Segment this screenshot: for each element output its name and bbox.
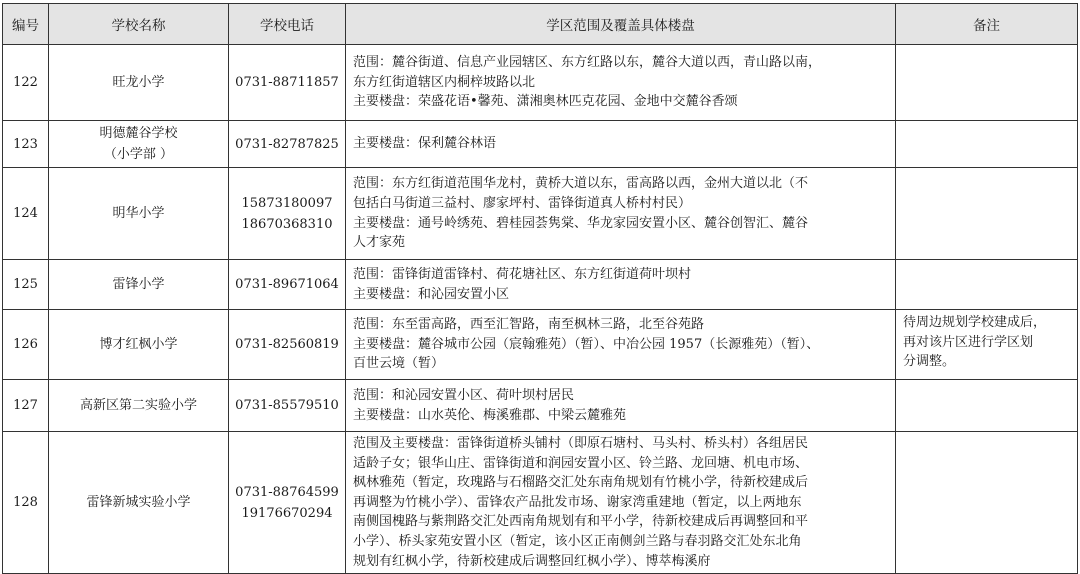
- cell-district-scope: [346, 168, 896, 260]
- cell-district-scope: [346, 121, 896, 168]
- note-line: 待周边规划学校建成后，: [903, 315, 1047, 330]
- cell-note: [896, 432, 1078, 574]
- scope-line: 规划有红枫小学，待新校建成后调整回红枫小学）、博萃梅溪府: [353, 553, 711, 569]
- scope-line: 范围及主要楼盘：雷锋街道桥头铺村（即原石塘村、马头村、桥头村）各组居民: [353, 436, 809, 451]
- phone-line: 18670368310: [241, 216, 333, 232]
- school-name-line: 明德麓谷学校: [99, 126, 178, 141]
- phone-line: 0731-85579510: [235, 398, 339, 413]
- cell-note: [896, 168, 1078, 260]
- table-body: [3, 45, 1078, 574]
- note-line: 分调整。: [903, 354, 956, 370]
- scope-line: 主要楼盘：和沁园安置小区: [353, 286, 510, 302]
- phone-line: 0731-82560819: [235, 337, 339, 352]
- note-line: 再对该片区进行学区划: [903, 334, 1034, 350]
- cell-school-phone: [229, 380, 346, 432]
- cell-number: 123: [3, 121, 49, 168]
- cell-school-phone: [229, 45, 346, 121]
- cell-district-scope: [346, 310, 896, 380]
- scope-line: 范围：和沁园安置小区、荷叶坝村居民: [353, 387, 575, 403]
- cell-school-name: [49, 380, 229, 432]
- cell-school-phone: [229, 310, 346, 380]
- cell-note: [896, 121, 1078, 168]
- phone-line: 0731-82787825: [235, 136, 339, 152]
- school-name-line: 雷锋小学: [112, 277, 165, 292]
- cell-school-phone: [229, 168, 346, 260]
- scope-line: 南侧国槐路与紫荆路交汇处西南角规划有和平小学，待新校建成后再调整回和平: [353, 514, 809, 530]
- scope-line: 再调整为竹桃小学）、雷锋农产品批发市场、谢家湾重建地（暂定，以上两地东: [353, 494, 802, 510]
- school-name-line: 明华小学: [112, 206, 165, 221]
- scope-line: 范围：麓谷街道、信息产业园辖区、东方红路以东，麓谷大道以西，青山路以南，: [353, 55, 822, 71]
- scope-line: 适龄子女；银华山庄、雷锋街道和润园安置小区、铃兰路、龙回塘、机电市场、: [353, 455, 809, 471]
- school-name-line: 雷锋新城实验小学: [86, 495, 191, 511]
- scope-line: 人才家苑: [353, 235, 406, 251]
- cell-number: 125: [3, 260, 49, 310]
- cell-district-scope: [346, 380, 896, 432]
- table-row: [3, 121, 1078, 168]
- cell-note: [896, 260, 1078, 310]
- cell-note: [896, 45, 1078, 121]
- scope-line: 东方红街道辖区内桐梓坡路以北: [353, 74, 536, 90]
- scope-line: 包括白马街道三益村、廖家坪村、雷锋街道真人桥村村民）: [353, 195, 692, 211]
- school-name-line: 博才红枫小学: [99, 337, 178, 352]
- scope-line: 范围：东至雷高路，西至汇智路，南至枫林三路，北至谷苑路: [353, 317, 705, 333]
- header-school-name: 学校名称: [49, 4, 229, 45]
- scope-line: 主要楼盘：保利麓谷林语: [353, 136, 497, 152]
- school-name-line: 旺龙小学: [112, 75, 165, 90]
- header-row: [3, 4, 1078, 45]
- cell-number: 127: [3, 380, 49, 432]
- cell-note: [896, 380, 1078, 432]
- header-note: 备注: [896, 4, 1078, 45]
- phone-line: 0731-88764599: [235, 484, 339, 500]
- scope-line: 枫林雅苑（暂定，玫瑰路与石榴路交汇处东南角规划有竹桃小学，待新校建成后: [353, 475, 809, 491]
- cell-school-phone: [229, 432, 346, 574]
- scope-line: 主要楼盘：麓谷城市公园（宸翰雅苑）（暂）、中冶公园 1957（长源雅苑）（暂）、: [353, 336, 820, 352]
- school-name-line: （小学部 ）: [103, 147, 174, 162]
- cell-note: [896, 310, 1078, 380]
- cell-district-scope: [346, 45, 896, 121]
- cell-number: 124: [3, 168, 49, 260]
- table-row: [3, 45, 1078, 121]
- cell-number: 126: [3, 310, 49, 380]
- table-row: [3, 310, 1078, 380]
- cell-number: 128: [3, 432, 49, 574]
- scope-line: 百世云境（暂）: [353, 356, 445, 372]
- table-row: [3, 432, 1078, 574]
- cell-district-scope: [346, 260, 896, 310]
- cell-school-phone: [229, 121, 346, 168]
- cell-school-name: [49, 121, 229, 168]
- cell-school-name: [49, 432, 229, 574]
- header-district-scope: 学区范围及覆盖具体楼盘: [346, 4, 896, 45]
- cell-district-scope: [346, 432, 896, 574]
- cell-school-name: [49, 310, 229, 380]
- phone-line: 15873180097: [241, 195, 333, 211]
- cell-school-name: [49, 168, 229, 260]
- table-row: [3, 260, 1078, 310]
- school-district-table: [2, 3, 1078, 574]
- cell-school-name: [49, 45, 229, 121]
- header-school-phone: 学校电话: [229, 4, 346, 45]
- scope-line: 范围：东方红街道范围华龙村，黄桥大道以东，雷高路以西，金州大道以北（不: [353, 176, 809, 192]
- table-row: [3, 380, 1078, 432]
- cell-school-phone: [229, 260, 346, 310]
- cell-number: 122: [3, 45, 49, 121]
- school-name-line: 高新区第二实验小学: [79, 398, 197, 413]
- header-number: 编号: [3, 4, 49, 45]
- phone-line: 0731-88711857: [235, 75, 339, 90]
- scope-line: 主要楼盘：通号岭绣苑、碧桂园荟隽棠、华龙家园安置小区、麓谷创智汇、麓谷: [353, 215, 809, 231]
- scope-line: 小学）、桥头家苑安置小区（暂定，该小区正南侧剑兰路与春羽路交汇处东北角: [353, 533, 802, 549]
- table-row: [3, 168, 1078, 260]
- phone-line: 19176670294: [241, 505, 333, 521]
- phone-line: 0731-89671064: [235, 277, 339, 292]
- scope-line: 主要楼盘：荣盛花语•馨苑、潇湘奥林匹克花园、金地中交麓谷香颂: [353, 94, 738, 110]
- scope-line: 范围：雷锋街道雷锋村、荷花塘社区、东方红街道荷叶坝村: [353, 266, 692, 282]
- scope-line: 主要楼盘：山水英伦、梅溪雅郡、中梁云麓雅苑: [353, 407, 627, 423]
- cell-school-name: [49, 260, 229, 310]
